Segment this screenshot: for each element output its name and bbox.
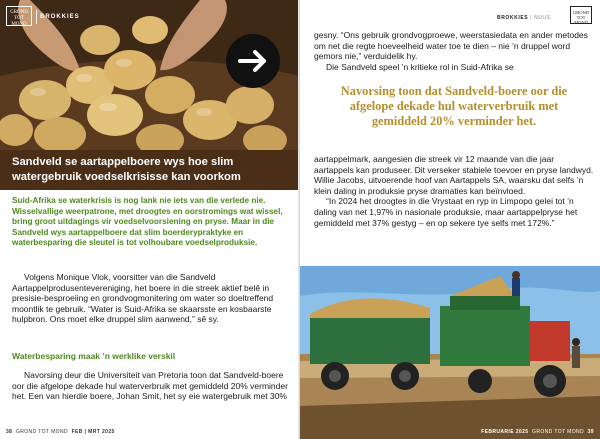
section-label: BROKKIES [40, 14, 80, 20]
arrow-right-icon [226, 34, 280, 88]
paragraph: aartappelmark, aangesien die streek vir 12 maande van die jaar aartappels kan produseer. Dit verseker stabiele toevoer en pryse landwyd. Willie Jacobs, uitvoerende hoof van Aartappels SA, waarsku dat selfs ’n klein daling in produksie pryse dramaties kan beïnvloed. [314, 154, 594, 196]
article-headline: Sandveld se aartappelboere wys hoe slim watergebruik voedselkrisisse kan voorkom [12, 156, 241, 183]
page-number: 38 [6, 429, 13, 435]
page-footer-left [6, 429, 115, 435]
footer-issue: FEBRUARIE 2025 [481, 429, 529, 435]
paragraph: Volgens Monique Vlok, voorsitter van die Sandveld Aartappelprodusentevereniging, het boere in die streek aktief belê in presisie-besproeiing en grondvogmonitering om water so doeltreffend moontlik te gebruik. “Water is Suid-Afrika se skaarsste en kosbaarste hulpbron. Ons moet elke druppel slim aanwend,” sê sy. [12, 272, 274, 325]
paragraph: “In 2024 het droogtes in die Vrystaat en ryp in Limpopo gelei tot ’n daling van net 1,97% in nasionale produksie, maar aartappelpryse het gemiddeld met 37% gestyg – en op sekere tye selfs met 172%.” [314, 196, 578, 228]
body-text-2 [12, 370, 292, 402]
body-text-4 [314, 154, 594, 228]
pull-quote: Navorsing toon dat Sandveld-boere oor die afgelope dekade hul waterverbruik met gemiddeld 20% verminder het. [340, 84, 568, 128]
harvest-photo [300, 266, 600, 439]
logo-text: GROND TOT MOND [10, 10, 28, 27]
harvester-illustration [300, 266, 600, 439]
body-text-3 [314, 30, 594, 72]
magazine-logo [6, 6, 32, 26]
running-header [497, 15, 551, 21]
page-number: 39 [587, 429, 594, 435]
paragraph: Die Sandveld speel ’n kritieke rol in Suid-Afrika se [326, 61, 514, 72]
header-section: BROKKIES [497, 15, 529, 21]
potatoes-photo [0, 0, 298, 150]
header-separator: | [530, 15, 533, 21]
paragraph: Navorsing deur die Universiteit van Pretoria toon dat Sandveld-boere oor die afgelope dekade hul waterverbruik met gemiddeld 20% verminder het. Een van hierdie boere, Johan Smit, het sy eie watergebruik met 30% [12, 370, 288, 402]
body-text-1 [12, 272, 292, 325]
footer-magazine: GROND TOT MOND [532, 429, 585, 435]
headline-band [0, 150, 298, 190]
paragraph: gesny. “Ons gebruik grondvogproewe, weerstasiedata en ander metodes om net die regte hoeveelheid water toe te dien – nie ’n druppel word gemors nie,” verduidelik hy. [314, 30, 588, 62]
logo-text: GROND TOT MOND [572, 10, 589, 25]
magazine-logo-right [570, 6, 592, 24]
header-sub: NUUS [534, 15, 551, 21]
next-arrow-button[interactable] [226, 34, 280, 88]
article-lead: Suid-Afrika se waterkrisis is nog lank nie iets van die verlede nie. Wisselvallige weerpatrone, met droogtes en oorstromings wat wissel, bring groot uitdagings vir voedselvoorsiening en pryse. Maar in die Sandveld wys aartappelboere dat slim boerderypraktyke en waterbesparing die sleutel is tot volhoubare voedselproduksie. [12, 196, 283, 248]
footer-issue: FEB | MRT 2025 [71, 429, 115, 435]
section-subheading: Waterbesparing maak ’n werklike verskil [12, 351, 176, 361]
page-footer-right [481, 429, 594, 435]
footer-magazine: GROND TOT MOND [15, 429, 68, 435]
right-page [300, 0, 600, 439]
header-divider [36, 10, 37, 24]
